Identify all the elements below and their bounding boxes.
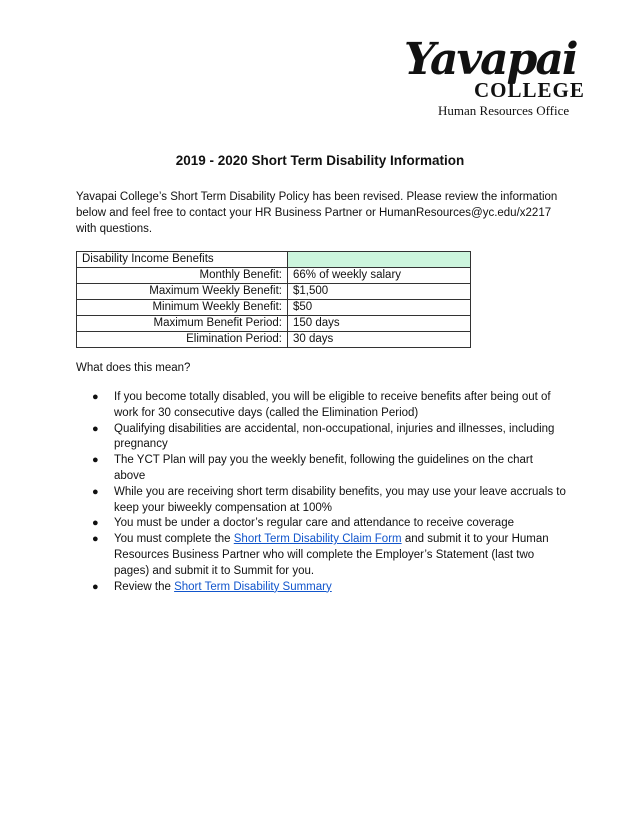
table-header-cell: Disability Income Benefits [77, 252, 288, 268]
bullet-icon: ● [92, 422, 99, 435]
list-item [76, 532, 566, 579]
row-value: $50 [288, 300, 471, 316]
disability-summary-link[interactable]: Short Term Disability Summary [174, 580, 332, 593]
row-value: $1,500 [288, 284, 471, 300]
bullet-list [76, 390, 566, 595]
row-label: Minimum Weekly Benefit: [77, 300, 288, 316]
row-label: Monthly Benefit: [77, 268, 288, 284]
bullet-icon: ● [92, 517, 99, 530]
list-item [76, 390, 566, 422]
table-header-row [77, 252, 471, 268]
bullet-icon: ● [92, 485, 99, 498]
benefits-table [76, 251, 471, 348]
table-header-fill-cell [288, 252, 471, 268]
row-label: Maximum Benefit Period: [77, 316, 288, 332]
list-item-text: While you are receiving short term disability benefits, you may use your leave accruals to keep your biweekly compensation at 100% [114, 485, 566, 514]
list-item [76, 422, 566, 454]
list-item-text: You must complete the [114, 533, 234, 546]
table-row [77, 332, 471, 348]
list-item [76, 580, 566, 596]
intro-paragraph: Yavapai College’s Short Term Disability Policy has been revised. Please review the information below and feel free to contact your HR Business Partner or HumanResources@yc.edu/x2217 with questions. [76, 191, 558, 235]
logo-college-text: COLLEGE [474, 78, 585, 102]
row-label: Maximum Weekly Benefit: [77, 284, 288, 300]
list-item [76, 516, 566, 532]
row-label: Elimination Period: [77, 332, 288, 348]
list-item-text: The YCT Plan will pay you the weekly benefit, following the guidelines on the chart above [114, 454, 533, 482]
bullet-icon: ● [92, 391, 99, 403]
office-name: Human Resources Office [438, 103, 570, 118]
table-row [77, 300, 471, 316]
table-row [77, 316, 471, 332]
page-title: 2019 - 2020 Short Term Disability Information [175, 153, 465, 168]
yavapai-college-logo [398, 34, 585, 122]
row-value: 30 days [288, 332, 471, 348]
list-item [76, 485, 566, 517]
bullet-icon: ● [92, 580, 99, 593]
list-item-text: You must be under a doctor’s regular care and attendance to receive coverage [114, 517, 514, 530]
bullet-icon: ● [92, 533, 99, 546]
list-item-text: Review the [114, 580, 175, 593]
list-item-text: and submit it to your Human Resources Business Partner who will complete the Employer’s Statement (last two pages) and submit it to Summit for you. [114, 533, 549, 577]
logo-wordmark: Yavapai [404, 34, 577, 85]
list-item [76, 453, 566, 485]
table-row [77, 268, 471, 284]
section-question: What does this mean? [76, 362, 191, 374]
row-value: 66% of weekly salary [288, 268, 471, 284]
table-row [77, 284, 471, 300]
row-value: 150 days [288, 316, 471, 332]
list-item-text: If you become totally disabled, you will be eligible to receive benefits after being out of work for 30 consecutive days (called the Elimination Period) [114, 391, 551, 419]
list-item-text: Qualifying disabilities are accidental, non-occupational, injuries and illnesses, including pregnancy [114, 422, 555, 451]
bullet-icon: ● [92, 454, 99, 467]
claim-form-link[interactable]: Short Term Disability Claim Form [233, 533, 402, 546]
